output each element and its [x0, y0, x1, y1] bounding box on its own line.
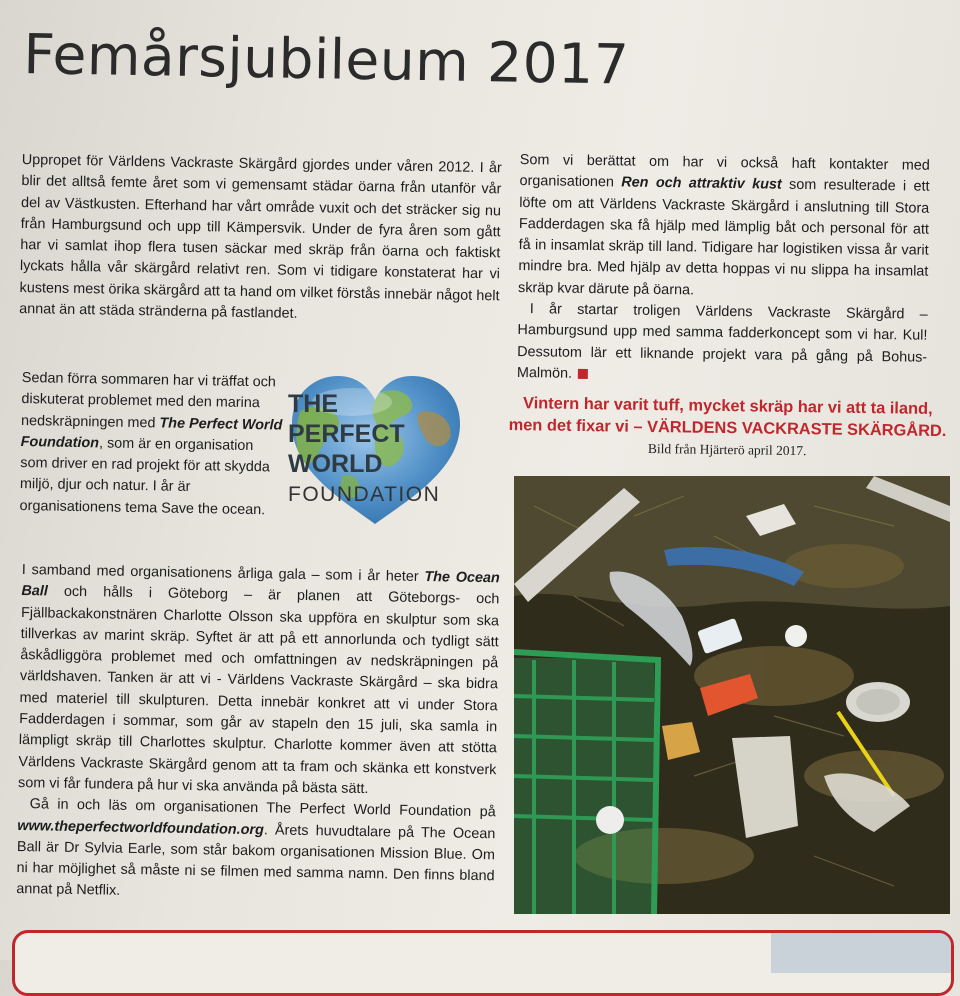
text-span: I år startar troligen Världens Vackraste Skärgård – Hamburgsund upp med samma fadderkoncept som vi har. Kul! Dessutom lär ett liknande projekt vara på gång på Bohus-Malmön. [516, 301, 928, 382]
text-span: Gå in och läs om organisationen The Perfect World Foundation på [29, 796, 496, 821]
perfect-world-foundation-logo [282, 372, 468, 528]
paragraph-ren-kust [518, 150, 930, 305]
end-mark-icon [578, 369, 588, 379]
gala-column [16, 560, 500, 909]
text-span: Sedan förra sommaren har vi träffat och diskuterat problemet med den marina nedskräpningen med [20, 369, 277, 432]
logo-text-world: WORLD [288, 450, 383, 478]
paragraph-gala [18, 560, 500, 803]
paragraph-website [16, 794, 496, 909]
caption-credit: Bild från Hjärterö april 2017. [647, 440, 807, 459]
caption-headline: Vintern har varit tuff, mycket skräp har vi att ta iland, men det fixar vi – VÄRLDENS VACKRASTE SKÄRGÅRD. [508, 394, 947, 441]
text-span: och hålls i Göteborg – är planen att Göteborgs- och Fjällbackakonstnären Charlotte Olsson ska uppföra en skulptur som ska tillverkas av marint skräp. Syftet är att på ett annorlunda och tydligt sätt åskådliggöra problemet med och omfattningen av nedskräpningen på världshaven. Tanken är att vi - Världens Vackraste Skärgård – ska bidra med materiel till skulpturen. Detta innebär konkret att vi under Stora Fadderdagen i sommar, som går av stapeln den 15 juli, ska samla in lämpligt skräp till Charlottes skulptur. Charlotte kommer även att stötta Världens Vackraste Skärgård genom att ta fram och skänka ett konstverk som vi får fundera på hur vi ska använda på bästa sätt. [17, 583, 500, 798]
paragraph-hamburgsund [517, 299, 928, 390]
beach-litter-photo [514, 476, 950, 914]
next-article-image [771, 933, 951, 973]
photo-caption [507, 392, 948, 461]
next-article-box [12, 930, 954, 996]
website-link[interactable]: www.theperfectworldfoundation.org [17, 817, 264, 838]
emphasis-ren-kust: Ren och attraktiv kust [621, 174, 782, 193]
litter-illustration [514, 476, 950, 914]
text-span: I samband med organisationens årliga gala – som i år heter [21, 561, 425, 586]
emphasis-ocean-ball: The Ocean Ball [21, 569, 500, 600]
emphasis-foundation-name: The Perfect World Foundation [20, 415, 283, 452]
logo-text-foundation: FOUNDATION [288, 483, 441, 506]
intro-column [19, 150, 502, 329]
text-span: som resulterade i ett löfte om att Världens Vackraste Skärgård i anslutning till Stora Fadderdagen ska få hjälp med lämplig båt och personal för att få in insamlat skräp till land. Tidigare har logistiken vissa år varit mindre bra. Med hjälp av detta hoppas vi nu slippa ha insamlat skräp kvar därute på öarna. [517, 176, 930, 299]
paragraph-intro: Uppropet för Världens Vackraste Skärgård gjordes under våren 2012. I år blir det alltså femte året som vi gemensamt städar öarna från utanför vår del av Västkusten. Efterhand har vårt område vuxit och det sträcker sig nu från Hamburgsund och upp till Kämpersvik. Under de fyra åren som gått har vi samlat ihop flera tusen säckar med skräp från öarna och faktiskt lyckats hålla vår skärgård relativt ren. Som vi tidigare konstaterat har vi kustens mest örika skärgård att ta hand om vilket förstås innebär något helt annat än att städa stränderna på fastlandet. [19, 151, 502, 322]
article-title: Femårsjubileum 2017 [22, 22, 630, 97]
text-span: , som är en organisation som driver en rad projekt för att skydda miljö, djur och natur. I år är organisationens tema Save the ocean. [19, 435, 270, 519]
logo-text-the: THE [288, 390, 338, 418]
paragraph-foundation [19, 368, 284, 522]
text-span: . Årets huvudtalare på The Ocean Ball är Dr Sylvia Earle, som står bakom organisationen Mission Blue. Om ni har möjlighet så måste ni se filmen med samma namn. Den finns bland annat på Netflix. [16, 821, 496, 900]
right-column [517, 150, 930, 390]
logo-text-perfect: PERFECT [288, 420, 405, 448]
text-span: Som vi berättat om har vi också haft kontakter med organisationen [519, 151, 930, 191]
foundation-column [19, 368, 284, 522]
